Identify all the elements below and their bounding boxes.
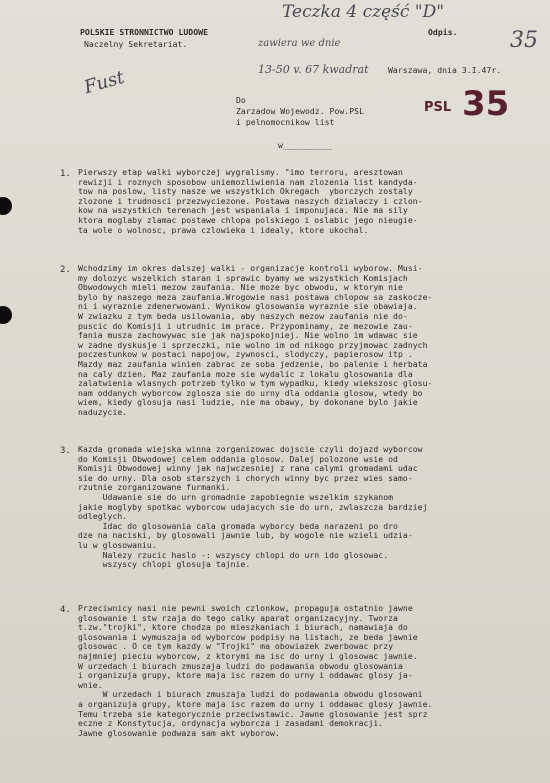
paragraph-number: 1. [60, 169, 71, 179]
text-line: t.zw."trojki", ktore chodza po mieszkaniach i biurach, namawiaja do [78, 622, 408, 633]
paragraph-3 [78, 445, 428, 570]
text-line: ktora moglaby zlamac postawe chlopa polskiego i oslabic jego nieugie- [78, 214, 418, 225]
text-line: Jawne glosowanie podwaza sam akt wyborow. [78, 727, 280, 738]
text-line: ta wole o wolnosc, prawa czlowieka i idealy, ktore ukochal. [78, 224, 369, 235]
text-line: Temu trzeba sie kategorycznie przeciwstawic. Jawne glosowanie jest sprz [78, 708, 428, 719]
text-line: W urzedach i biurach zmuszaja ludzi do podawania obwodu glosowania [78, 660, 403, 671]
handwritten-signature-mark: Fust [81, 66, 127, 99]
text-line: zalatwienia wlasnych potrzeb tylko w tym wypadku, kiedy wiekszosc glosu- [78, 378, 433, 389]
copy-label: Odpis. [428, 27, 458, 37]
handwritten-folder-note: Teczka 4 część "D" [282, 2, 445, 22]
addressee-prefix: Do [236, 95, 246, 105]
org-name: POLSKIE STRONNICTWO LUDOWE [80, 27, 208, 37]
text-line: Kazda gromada wiejska winna zorganizowac dojscie czyli dojazd wyborcow [78, 444, 423, 454]
signature-mark: w__________ [278, 140, 333, 150]
paragraph-number: 2. [60, 265, 71, 275]
text-line: Udawanie sie do urn gromadnie zapobiegnie wszelkim szykanom [78, 491, 394, 502]
handwritten-contains-note: zawiera we dnie [258, 38, 341, 49]
text-line: puscic do Komisji i utrudnic im prace. Przypominamy, ze mezowie zau- [78, 320, 413, 331]
text-line: sie do urny. Dla osob starszych i chorych winny byc przez wies samo- [78, 472, 413, 483]
place-date: Warszawa, dnia 3.I.47r. [388, 65, 502, 75]
text-line: glosowanie i stw rzaja do tego calky aparat organizacyjny. Tworza [78, 612, 398, 623]
text-line: Wchodzimy im okres dalszej walki - organizacje kontroli wyborow. Musi- [78, 263, 423, 273]
text-line: nam oddanych wyborcow zglosza sie do urny dla oddania glosow, wtedy bo [78, 387, 423, 398]
text-line: wnie. [78, 679, 103, 690]
text-line: W urzedach i biurach zmuszaja ludzi do podawania obwodu glosowani [78, 689, 423, 700]
addressee-line: Zarzadow Wojewodz. Pow.PSL [236, 106, 364, 116]
text-line: i organizuja grupy, ktore maja isc razem do urny i oddawac glosy ja- [78, 670, 413, 681]
text-line: Nalezy rzucic haslo -: wszyscy chlopi do urn ido glosowac. [78, 549, 389, 560]
handwritten-reference: 13-50 v. 67 kwadrat [258, 63, 369, 76]
text-line: my dolozyc wszelkich staran i sprawic byamy we wszystkich Komisjach [78, 272, 408, 283]
text-line: na caly dzien. Maz zaufania moze sie wydalic z lokalu glosowania dla [78, 368, 413, 379]
text-line: Przeciwnicy nasi nie pewni swoich czlonkow, propaguja ostatnio jawne [78, 603, 413, 613]
text-line: jakie moglyby spotkac wyborcow udajacych sie do urn, zwlaszcza bardziej [78, 501, 428, 512]
text-line: ni i wyraznie zdenerwowani. Wynikow glosowania wyraznie sie obawiaja. [78, 301, 418, 312]
text-line: fania musza zachowywac sie jak najspokojniej. Nie wolno im wdawac sie [78, 330, 418, 341]
paragraph-1 [78, 168, 423, 235]
paragraph-4 [78, 604, 432, 738]
text-line: wszyscy chlopi glosuja tajnie. [78, 559, 251, 570]
stamp-prefix: PSL [424, 100, 452, 115]
text-line: dze na naciski, by glosowali jawnie lub, by wogole nie wzieli udzia- [78, 530, 413, 541]
text-line: Komisji Obwodowej winny jak najwczesniej z rana calymi gromadami udac [78, 463, 418, 474]
text-line: kow na wszystkich terenach jest wspaniala i imponujaca. Nie ma sily [78, 205, 408, 216]
folio-number: 35 [510, 28, 538, 53]
text-line: Idac do glosowania cala gromada wyborcy beda narazeni po dro [78, 520, 398, 531]
text-line: Obwodowych mieli mezow zaufania. Nie moze byc obwodu, w ktorym nie [78, 282, 403, 293]
text-line: rewizji i roznych sposobow uniemozliwienia nam zlozenia list kandyda- [78, 176, 418, 187]
text-line: bylo by naszego meza zaufania.Wrogowie nasi postawa chlopow sa zaskocze- [78, 291, 433, 302]
text-line: do Komisji Obwodowej celem oddania glosow. Dalej polozone wsie od [78, 453, 398, 464]
text-line: W zwiazku z tym beda usilowania, aby naszych mezow zaufania nie do- [78, 310, 408, 321]
text-line: w zadne dyskusje i sprzeczki, nie wolno im od nikogo przyjmowac zadnych [78, 339, 428, 350]
text-line: wiem, kiedy glosuja nasi ludzie, nie ma obawy, by dokonane bylo jakie [78, 397, 418, 408]
text-line: naduzycie. [78, 406, 128, 417]
text-line: odleglych. [78, 511, 128, 522]
text-line: a organizuja grupy, ktore maja isc razem do urny i oddawac glosy jawnie. [78, 698, 433, 709]
text-line: glosowania i wymuszaja od wyborcow podpisy na listach, ze beda jawnie [78, 631, 418, 642]
text-line: rzutnie zorganizowane furmanki. [78, 482, 231, 493]
paragraph-number: 4. [60, 605, 71, 615]
stamp-number: 35 [462, 84, 510, 124]
text-line: lu w glosowaniu. [78, 539, 157, 550]
punch-hole [0, 197, 12, 215]
text-line: tow na poslow, listy nasze we wszystkich Okregach yborczych zostaly [78, 186, 413, 197]
addressee-line: i pelnomocnikow list [236, 117, 335, 127]
text-line: Pierwszy etap walki wyborczej wygralismy. "imo terroru, aresztowan [78, 167, 403, 177]
text-line: Mazdy maz zaufania winien zabrac ze soba jedzenie, bo palenie i herbata [78, 358, 428, 369]
paragraph-number: 3. [60, 446, 71, 456]
org-department: Naczelny Sekretariat. [84, 39, 188, 49]
text-line: poczestunkow w postaci napojow, zywnosci, slodyczy, papierosow itp . [78, 349, 413, 360]
paragraph-2 [78, 264, 432, 418]
text-line: najmniej pieciu wyborcow, z ktorymi ma isc do urny i glosowac jawnie. [78, 650, 418, 661]
punch-hole [0, 306, 12, 324]
text-line: zlozone i trudnosci przezwyciezone. Postawa naszych dzialaczy i czlon- [78, 195, 423, 206]
text-line: glosowac . O ce tym kazdy w "Trojki" ma obowiazek zwerbowac przy [78, 641, 394, 652]
text-line: eczne z Konstytucja, ordynacja wyborcza i zasadami demokracji. [78, 718, 384, 729]
